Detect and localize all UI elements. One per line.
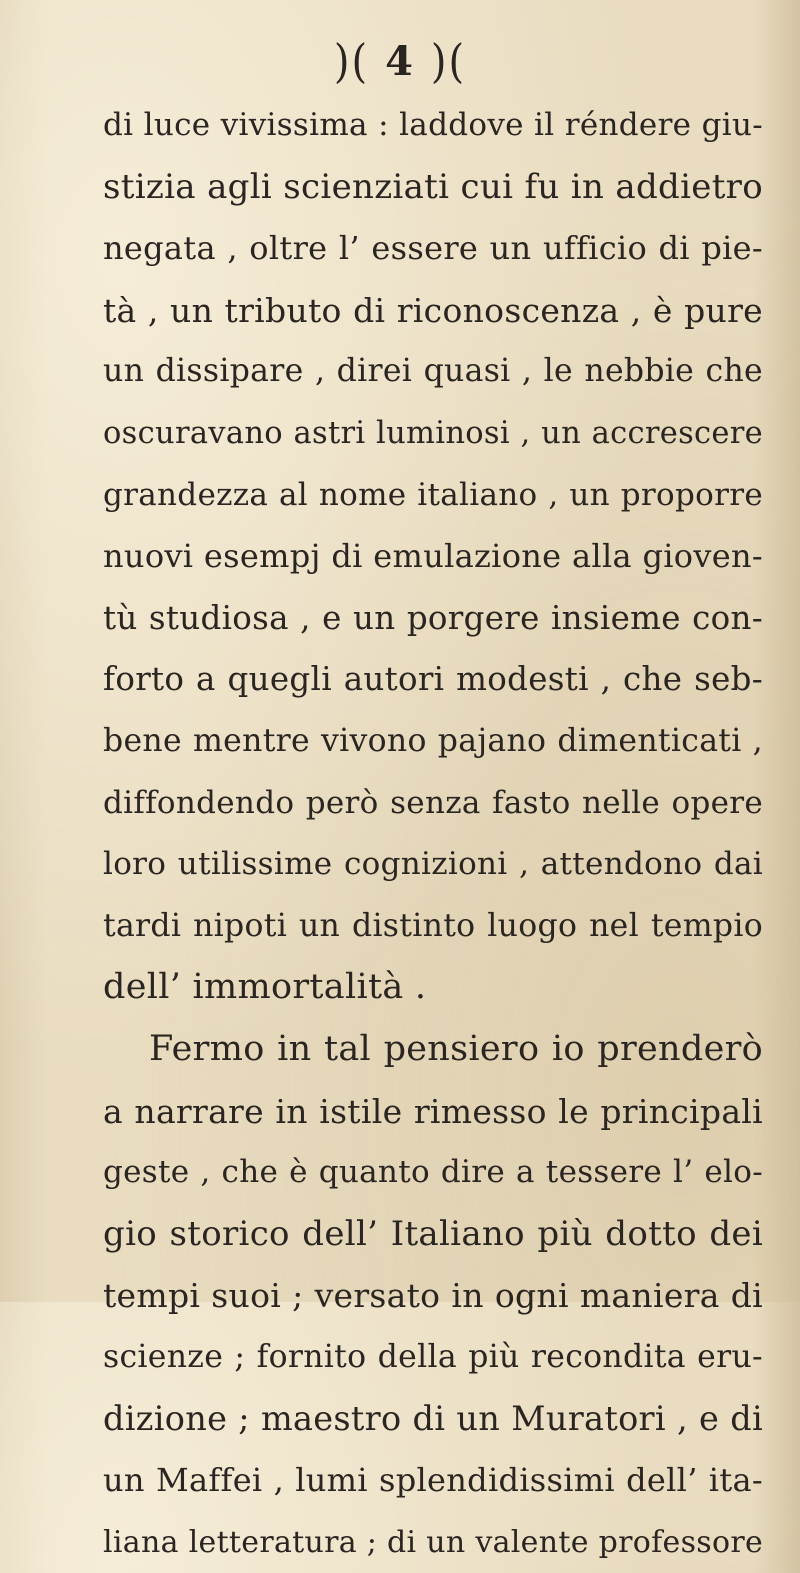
text-line: di luce vivissima : laddove il réndere giu- [103,107,763,143]
left-ornament: )( [333,35,370,89]
text-line: gio storico dell’ Italiano più dotto dei [103,1213,763,1254]
text-line: dizione ; maestro di un Muratori , e di [103,1399,763,1439]
text-line: geste , che è quanto dire a tessere l’ elo- [103,1154,763,1191]
text-line: tà , un tributo di riconoscenza , è pure [103,290,763,330]
text-line: un Maffei , lumi splendidissimi dell’ ita- [103,1461,763,1500]
page-number-value: 4 [385,38,415,85]
text-line: tù studiosa , e un porgere insieme con- [103,598,763,637]
text-line: tempi suoi ; versato in ogni maniera di [103,1276,763,1316]
text-line: scienze ; fornito della più recondita eru- [103,1338,763,1375]
text-line: oscuravano astri luminosi , un accrescere [103,415,763,451]
text-line: forto a quegli autori modesti , che seb- [103,660,763,699]
text-line: negata , oltre l’ essere un ufficio di pie- [103,229,763,268]
text-line: nuovi esempj di emulazione alla gioven- [103,537,763,576]
paragraph-end-line: dell’ immortalità . [103,967,427,1008]
text-line: loro utilissime cognizioni , attendono dai [103,846,763,883]
text-line: stizia agli scienziati cui fu in addietro [103,166,763,207]
right-ornament: )( [430,35,467,89]
text-line: bene mentre vivono pajano dimenticati , [103,722,763,759]
text-line: grandezza al nome italiano , un proporre [103,476,763,513]
paragraph-start-line: Fermo in tal pensiero io prenderò [149,1028,763,1069]
page-number [0,35,800,89]
text-line: tardi nipoti un distinto luogo nel tempio [103,907,763,944]
text-line: diffondendo però senza fasto nelle opere [103,784,763,821]
text-line: a narrare in istile rimesso le principali [103,1091,763,1131]
text-line: un dissipare , direi quasi , le nebbie che [103,353,763,390]
text-line: liana letteratura ; di un valente professore [103,1524,764,1560]
body-text [103,95,763,1573]
